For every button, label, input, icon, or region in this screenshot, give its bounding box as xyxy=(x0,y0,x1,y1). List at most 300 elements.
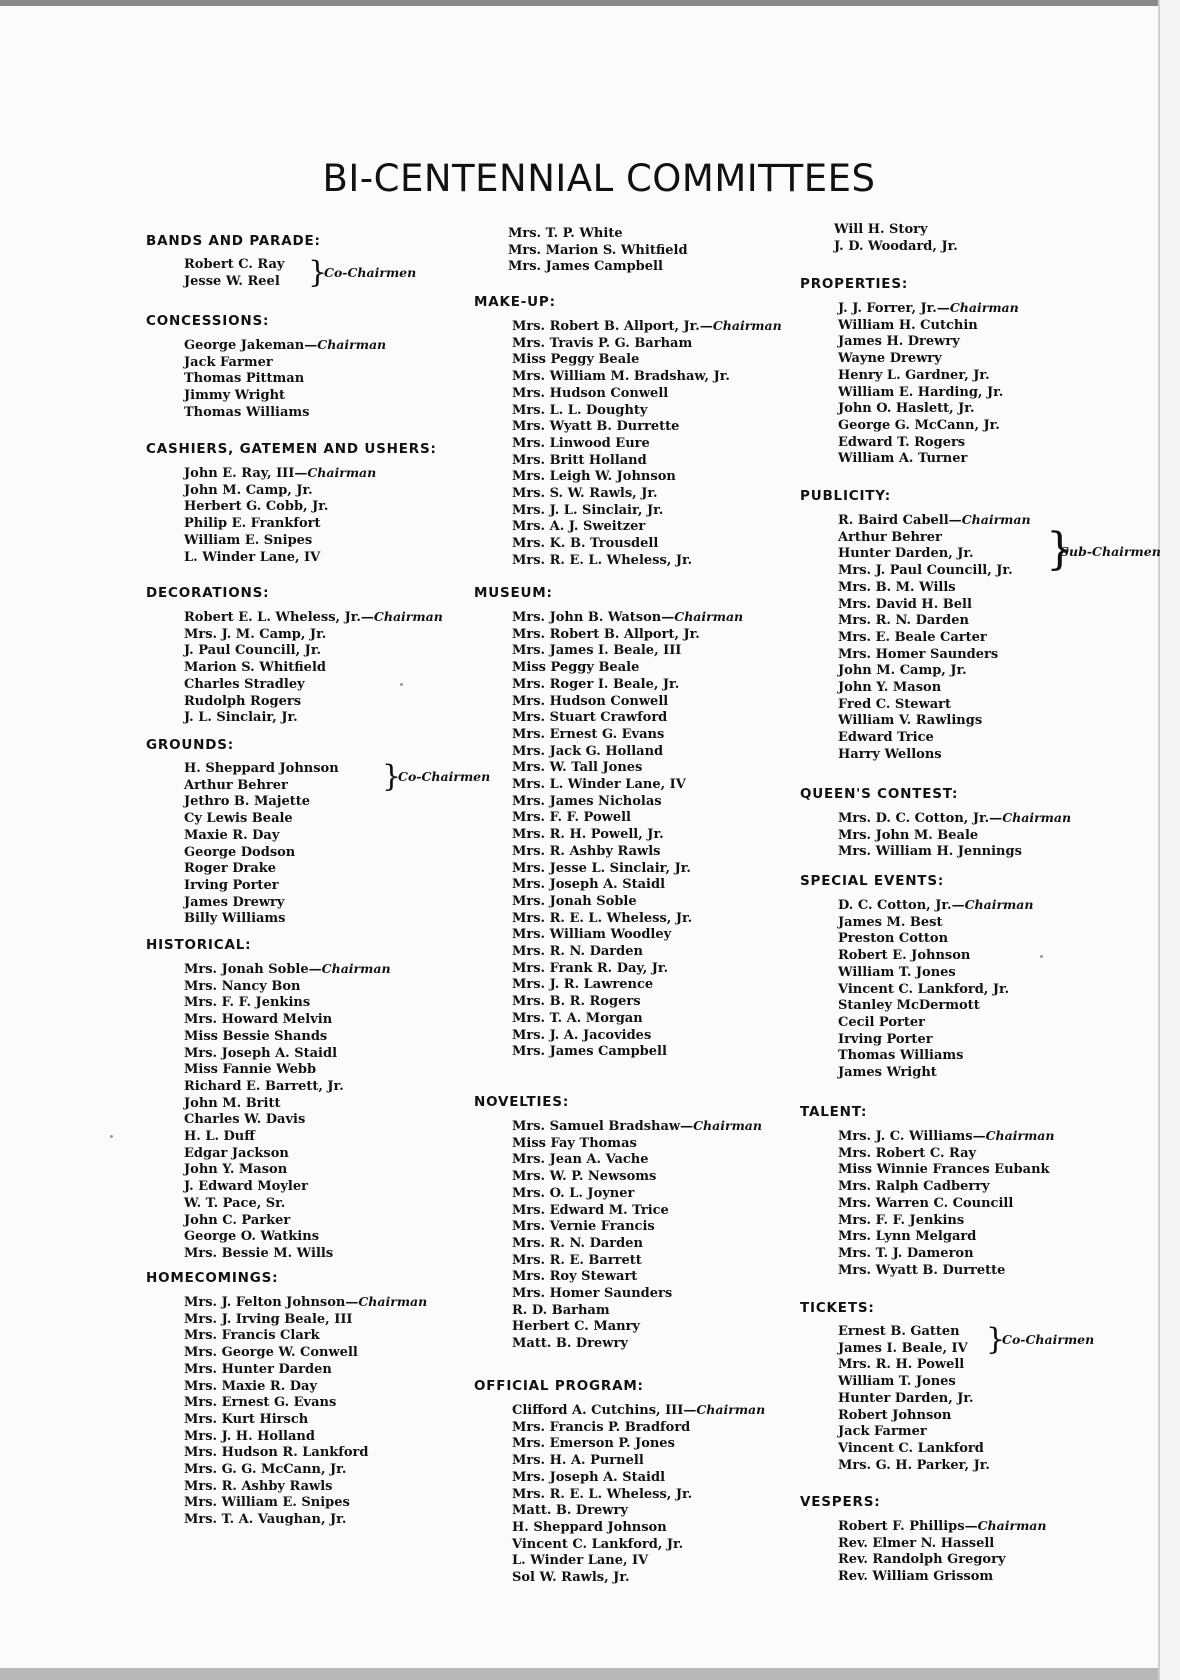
member-name: Miss Peggy Beale xyxy=(512,660,640,676)
member-name: Mrs. John M. Beale xyxy=(838,827,979,843)
member-name: John M. Camp, Jr. xyxy=(838,663,967,679)
chairman-entry xyxy=(512,609,794,627)
member-name: Mrs. William M. Bradshaw, Jr. xyxy=(512,369,730,385)
chairman-entry xyxy=(838,897,1130,915)
chairman-name: R. Baird Cabell— xyxy=(838,513,962,528)
committee-section xyxy=(146,313,446,422)
member-name: H. L. Duff xyxy=(184,1129,255,1145)
member-name: Mrs. Emerson P. Jones xyxy=(512,1436,675,1452)
member-name: Mrs. E. Beale Carter xyxy=(838,629,987,645)
member-name: Mrs. F. F. Jenkins xyxy=(184,995,311,1011)
member-name: William E. Harding, Jr. xyxy=(838,384,1004,400)
member-name: Mrs. R. H. Powell, Jr. xyxy=(512,827,664,843)
member-name: Cy Lewis Beale xyxy=(184,811,293,827)
member-name: Preston Cotton xyxy=(838,931,949,947)
member-list xyxy=(146,257,446,290)
member-name: Mrs. R. E. L. Wheless, Jr. xyxy=(512,552,693,568)
member-name: Mrs. Lynn Melgard xyxy=(838,1229,977,1245)
committee-section xyxy=(474,1378,794,1587)
member-name: Mrs. Homer Saunders xyxy=(512,1286,673,1302)
member-name: Mrs. J. R. Lawrence xyxy=(512,977,654,993)
member-name: William H. Cutchin xyxy=(838,317,978,333)
member-name: J. L. Sinclair, Jr. xyxy=(184,710,298,726)
member-name: Richard E. Barrett, Jr. xyxy=(184,1078,344,1094)
member-name: Mrs. Homer Saunders xyxy=(838,646,999,662)
member-name: Thomas Williams xyxy=(838,1048,964,1064)
committee-section xyxy=(800,222,1130,255)
member-name: Matt. B. Drewry xyxy=(512,1503,628,1519)
member-name: Mrs. Wyatt B. Durrette xyxy=(512,419,680,435)
member-name: William E. Snipes xyxy=(184,532,313,548)
committee-section xyxy=(800,1104,1130,1279)
member-name: Mrs. R. E. L. Wheless, Jr. xyxy=(512,910,693,926)
member-name: Mrs. G. H. Parker, Jr. xyxy=(838,1457,990,1473)
committee-heading: OFFICIAL PROGRAM: xyxy=(474,1378,644,1394)
member-name: Charles Stradley xyxy=(184,676,305,692)
member-name: Mrs. R. H. Powell xyxy=(838,1357,965,1373)
member-name: Mrs. J. H. Holland xyxy=(184,1428,315,1444)
co-chair-label: Co-Chairmen xyxy=(1002,1332,1095,1347)
member-list xyxy=(474,318,794,570)
member-name: Mrs. Jesse L. Sinclair, Jr. xyxy=(512,860,691,876)
committee-section xyxy=(146,233,446,290)
member-name: Mrs. Frank R. Day, Jr. xyxy=(512,960,669,976)
member-name: Jethro B. Majette xyxy=(184,794,311,810)
member-name: H. Sheppard Johnson xyxy=(512,1519,667,1535)
member-name: J. D. Woodard, Jr. xyxy=(834,238,958,254)
brace-symbol: } xyxy=(1046,523,1074,575)
member-list xyxy=(474,1402,794,1587)
member-name: Thomas Pittman xyxy=(184,371,305,387)
chairman-entry xyxy=(184,609,446,627)
member-name: Mrs. Hudson Conwell xyxy=(512,385,669,401)
member-name: Mrs. J. Irving Beale, III xyxy=(184,1311,353,1327)
member-name: L. Winder Lane, IV xyxy=(512,1553,649,1569)
brace-symbol: } xyxy=(308,255,328,290)
co-chair-name: H. Sheppard Johnson xyxy=(184,761,339,776)
member-name: Sol W. Rawls, Jr. xyxy=(512,1570,630,1586)
member-name: Fred C. Stewart xyxy=(838,696,952,712)
member-name: Herbert G. Cobb, Jr. xyxy=(184,499,329,515)
chairman-role: Chairman xyxy=(693,1118,762,1133)
member-name: Miss Peggy Beale xyxy=(512,352,640,368)
member-name: Mrs. Howard Melvin xyxy=(184,1012,333,1028)
member-name: Mrs. Joseph A. Staidl xyxy=(184,1045,338,1061)
committee-section xyxy=(474,226,794,276)
member-name: Mrs. Travis P. G. Barham xyxy=(512,335,693,351)
member-name: George Dodson xyxy=(184,844,296,860)
committee-section xyxy=(146,1270,446,1529)
member-name: Mrs. J. M. Camp, Jr. xyxy=(184,626,327,642)
member-name: Mrs. R. Ashby Rawls xyxy=(184,1478,333,1494)
co-chair-name: Arthur Behrer xyxy=(184,777,288,793)
member-list xyxy=(800,512,1161,764)
member-name: Matt. B. Drewry xyxy=(512,1336,628,1352)
member-list xyxy=(474,226,794,276)
committee-section xyxy=(146,585,446,727)
chairman-entry xyxy=(184,961,446,979)
member-name: William A. Turner xyxy=(838,451,968,467)
member-name: Mrs. S. W. Rawls, Jr. xyxy=(512,486,658,502)
member-name: Hunter Darden, Jr. xyxy=(838,1390,974,1406)
member-name: John M. Britt xyxy=(184,1095,281,1111)
member-name: Mrs. T. J. Dameron xyxy=(838,1245,974,1261)
chairman-role: Chairman xyxy=(358,1294,428,1309)
chairman-role: Chairman xyxy=(985,1128,1055,1143)
chairman-name: Robert E. L. Wheless, Jr.— xyxy=(184,610,374,625)
committee-heading: MUSEUM: xyxy=(474,585,553,601)
member-name: Mrs. F. F. Jenkins xyxy=(838,1212,965,1228)
member-name: Mrs. R. N. Darden xyxy=(512,1235,643,1251)
member-name: George O. Watkins xyxy=(184,1229,320,1245)
member-list xyxy=(146,961,446,1263)
co-chair-name: James I. Beale, IV xyxy=(838,1340,968,1356)
member-name: Mrs. Jack G. Holland xyxy=(512,743,664,759)
member-name: John O. Haslett, Jr. xyxy=(838,401,975,417)
member-name: James M. Best xyxy=(838,914,943,930)
co-chair-group xyxy=(838,523,1161,580)
member-name: Mrs. F. F. Powell xyxy=(512,810,631,826)
chairman-entry xyxy=(184,465,446,483)
member-name: Mrs. Ernest G. Evans xyxy=(184,1395,337,1411)
committee-heading: TALENT: xyxy=(800,1104,868,1120)
committee-heading: CONCESSIONS: xyxy=(146,313,270,329)
member-name: Rev. Randolph Gregory xyxy=(838,1552,1006,1568)
chairman-role: Chairman xyxy=(977,1518,1047,1533)
member-name: Mrs. Joseph A. Staidl xyxy=(512,877,666,893)
member-name: Mrs. James Nicholas xyxy=(512,793,662,809)
committee-section xyxy=(146,441,446,566)
member-name: Will H. Story xyxy=(834,222,928,237)
member-name: Charles W. Davis xyxy=(184,1112,306,1128)
member-list xyxy=(146,465,446,566)
member-name: Rudolph Rogers xyxy=(184,693,302,709)
member-name: Mrs. R. E. L. Wheless, Jr. xyxy=(512,1486,693,1502)
member-name: Mrs. Francis Clark xyxy=(184,1328,320,1344)
member-name: Mrs. Robert C. Ray xyxy=(838,1145,977,1161)
member-name: Mrs. T. P. White xyxy=(508,226,623,241)
scan-speck xyxy=(400,683,403,686)
member-list xyxy=(146,609,446,727)
member-list xyxy=(474,609,794,1061)
committee-section xyxy=(474,294,794,570)
member-name: Jack Farmer xyxy=(184,354,273,370)
member-name: William T. Jones xyxy=(838,964,956,980)
page-title: BI-CENTENNIAL COMMITTEES xyxy=(322,156,876,200)
member-name: Maxie R. Day xyxy=(184,827,280,843)
member-name: James H. Drewry xyxy=(838,334,960,350)
member-name: Vincent C. Lankford, Jr. xyxy=(838,981,1010,997)
member-name: Roger Drake xyxy=(184,861,277,877)
member-name: Mrs. Hudson Conwell xyxy=(512,693,669,709)
member-name: James Drewry xyxy=(184,894,285,910)
committee-heading: NOVELTIES: xyxy=(474,1094,570,1110)
member-name: Mrs. T. A. Vaughan, Jr. xyxy=(184,1512,347,1528)
chairman-role: Chairman xyxy=(964,897,1034,912)
chairman-entry xyxy=(838,512,1130,530)
chairman-name: George Jakeman— xyxy=(184,338,318,353)
co-chair-name: Robert C. Ray xyxy=(184,257,285,272)
member-name: Mrs. James Campbell xyxy=(512,1044,667,1060)
member-name: Robert Johnson xyxy=(838,1407,952,1423)
chairman-entry xyxy=(838,1128,1130,1146)
chairman-name: Mrs. Robert B. Allport, Jr.— xyxy=(512,319,713,334)
member-name: Mrs. H. A. Purnell xyxy=(512,1453,644,1469)
member-name: Mrs. Hudson R. Lankford xyxy=(184,1445,369,1461)
member-name: Jack Farmer xyxy=(838,1424,927,1440)
member-name: Mrs. G. G. McCann, Jr. xyxy=(184,1462,347,1478)
member-name: Henry L. Gardner, Jr. xyxy=(838,367,990,383)
committee-section xyxy=(146,937,446,1263)
chairman-entry xyxy=(838,810,1130,828)
chairman-role: Chairman xyxy=(307,465,377,480)
member-name: Mrs. Wyatt B. Durrette xyxy=(838,1262,1006,1278)
member-name: William T. Jones xyxy=(838,1374,956,1390)
member-list xyxy=(800,300,1130,468)
member-name: Mrs. R. N. Darden xyxy=(838,613,969,629)
committee-section xyxy=(474,585,794,1061)
chairman-name: Mrs. Jonah Soble— xyxy=(184,962,322,977)
chairman-name: Mrs. John B. Watson— xyxy=(512,610,675,625)
member-list xyxy=(800,222,1130,255)
committee-section xyxy=(146,737,491,928)
member-name: Edward Trice xyxy=(838,730,934,746)
member-name: Mrs. T. A. Morgan xyxy=(512,1010,643,1026)
member-name: Mrs. James I. Beale, III xyxy=(512,643,682,659)
chairman-role: Chairman xyxy=(321,961,391,976)
chairman-entry xyxy=(838,1518,1130,1536)
member-name: Edward T. Rogers xyxy=(838,434,966,450)
committee-heading: HOMECOMINGS: xyxy=(146,1270,279,1286)
member-name: J. Edward Moyler xyxy=(184,1179,308,1195)
chairman-entry xyxy=(512,1402,794,1420)
member-name: John C. Parker xyxy=(184,1212,291,1228)
member-name: Mrs. L. Winder Lane, IV xyxy=(512,777,686,793)
member-name: Miss Fannie Webb xyxy=(184,1062,317,1078)
chairman-name: Mrs. D. C. Cotton, Jr.— xyxy=(838,811,1003,826)
member-name: Irving Porter xyxy=(184,877,279,893)
co-chair-name: Ernest B. Gatten xyxy=(838,1324,960,1339)
member-name: Mrs. Francis P. Bradford xyxy=(512,1419,691,1435)
member-name: Mrs. O. L. Joyner xyxy=(512,1185,635,1201)
chairman-entry xyxy=(512,318,794,336)
committee-section xyxy=(800,488,1161,764)
committee-heading: SPECIAL EVENTS: xyxy=(800,873,945,889)
chairman-name: Mrs. Samuel Bradshaw— xyxy=(512,1119,694,1134)
committee-heading: CASHIERS, GATEMEN AND USHERS: xyxy=(146,441,437,457)
member-name: Mrs. Joseph A. Staidl xyxy=(512,1469,666,1485)
member-name: Rev. Elmer N. Hassell xyxy=(838,1535,995,1551)
member-name: Mrs. James Campbell xyxy=(508,259,663,275)
member-name: Mrs. Jonah Soble xyxy=(512,893,637,909)
member-name: Edgar Jackson xyxy=(184,1145,289,1161)
member-list xyxy=(800,810,1130,861)
member-name: Philip E. Frankfort xyxy=(184,516,321,532)
chairman-role: Chairman xyxy=(317,337,387,352)
member-name: Mrs. George W. Conwell xyxy=(184,1345,358,1361)
committee-section xyxy=(800,1494,1130,1586)
co-chair-group xyxy=(838,1324,1130,1357)
member-name: Mrs. William Woodley xyxy=(512,927,672,943)
member-name: Mrs. Ralph Cadberry xyxy=(838,1179,990,1195)
member-name: Mrs. Kurt Hirsch xyxy=(184,1411,309,1427)
committee-heading: QUEEN'S CONTEST: xyxy=(800,786,959,802)
member-name: Mrs. Linwood Eure xyxy=(512,435,650,451)
chairman-entry xyxy=(184,337,446,355)
member-name: Mrs. Hunter Darden xyxy=(184,1361,332,1377)
member-name: Mrs. A. J. Sweitzer xyxy=(512,519,646,535)
committee-section xyxy=(474,1094,794,1353)
co-chair-name: Mrs. J. Paul Councill, Jr. xyxy=(838,563,1013,579)
member-name: Mrs. Edward M. Trice xyxy=(512,1202,669,1218)
committee-section xyxy=(800,1300,1130,1474)
member-name: James Wright xyxy=(838,1065,937,1081)
member-name: Mrs. B. M. Wills xyxy=(838,579,956,595)
member-name: Mrs. J. L. Sinclair, Jr. xyxy=(512,502,664,518)
chairman-role: Chairman xyxy=(373,609,443,624)
member-name: Marion S. Whitfield xyxy=(184,660,326,676)
member-name: Robert E. Johnson xyxy=(838,948,971,964)
committee-heading: BANDS AND PARADE: xyxy=(146,233,321,249)
member-name: Mrs. Maxie R. Day xyxy=(184,1378,318,1394)
member-name: Herbert C. Manry xyxy=(512,1319,640,1335)
member-name: Mrs. Vernie Francis xyxy=(512,1219,655,1235)
member-name: Mrs. K. B. Trousdell xyxy=(512,536,659,552)
member-list xyxy=(800,1128,1130,1279)
member-name: Mrs. Ernest G. Evans xyxy=(512,726,665,742)
member-name: Mrs. Marion S. Whitfield xyxy=(508,242,688,258)
member-name: Mrs. Roy Stewart xyxy=(512,1269,638,1285)
member-name: Mrs. B. R. Rogers xyxy=(512,994,641,1010)
member-list xyxy=(146,337,446,422)
member-list xyxy=(800,1324,1130,1474)
committee-heading: HISTORICAL: xyxy=(146,937,252,953)
chairman-name: D. C. Cotton, Jr.— xyxy=(838,898,965,913)
member-name: Mrs. Nancy Bon xyxy=(184,978,301,994)
member-name: Miss Winnie Frances Eubank xyxy=(838,1162,1050,1178)
member-name: Jimmy Wright xyxy=(184,388,286,404)
chairman-role: Chairman xyxy=(696,1402,766,1417)
chairman-name: Clifford A. Cutchins, III— xyxy=(512,1403,697,1418)
member-name: Stanley McDermott xyxy=(838,998,980,1014)
committee-heading: PROPERTIES: xyxy=(800,276,909,292)
committee-heading: MAKE-UP: xyxy=(474,294,556,310)
committee-section xyxy=(800,873,1130,1082)
member-name: Mrs. Roger I. Beale, Jr. xyxy=(512,676,680,692)
member-name: R. D. Barham xyxy=(512,1302,610,1318)
member-name: J. Paul Councill, Jr. xyxy=(184,643,321,659)
committee-heading: VESPERS: xyxy=(800,1494,881,1510)
member-name: John M. Camp, Jr. xyxy=(184,482,313,498)
member-name: Mrs. Leigh W. Johnson xyxy=(512,469,676,485)
chairman-role: Chairman xyxy=(1002,810,1072,825)
member-name: Mrs. Britt Holland xyxy=(512,452,647,468)
member-name: W. T. Pace, Sr. xyxy=(184,1195,286,1211)
scan-edge-top xyxy=(0,0,1158,6)
chairman-name: John E. Ray, III— xyxy=(184,466,308,481)
member-name: Mrs. William E. Snipes xyxy=(184,1495,350,1511)
member-name: Mrs. W. Tall Jones xyxy=(512,760,643,776)
member-name: John Y. Mason xyxy=(838,680,942,696)
co-chair-label: Sub-Chairmen xyxy=(1060,543,1161,559)
co-chair-name: Hunter Darden, Jr. xyxy=(838,546,974,562)
member-list xyxy=(800,897,1130,1082)
member-name: Mrs. J. A. Jacovides xyxy=(512,1027,652,1043)
co-chair-group xyxy=(184,257,446,290)
brace-symbol: } xyxy=(986,1322,1006,1357)
member-name: Rev. William Grissom xyxy=(838,1569,994,1585)
member-name: Miss Fay Thomas xyxy=(512,1135,637,1151)
member-name: Mrs. Robert B. Allport, Jr. xyxy=(512,626,700,642)
member-list xyxy=(474,1118,794,1353)
member-name: William V. Rawlings xyxy=(838,713,983,729)
chairman-entry xyxy=(838,300,1130,318)
member-name: L. Winder Lane, IV xyxy=(184,549,321,565)
co-chair-label: Co-Chairmen xyxy=(398,769,491,784)
chairman-entry xyxy=(184,1294,446,1312)
chairman-role: Chairman xyxy=(961,512,1031,527)
member-name: Mrs. Bessie M. Wills xyxy=(184,1245,334,1261)
scan-speck xyxy=(1040,955,1043,958)
member-name: Mrs. R. Ashby Rawls xyxy=(512,843,661,859)
chairman-name: Mrs. J. C. Williams— xyxy=(838,1129,986,1144)
co-chair-label: Co-Chairmen xyxy=(324,265,417,280)
member-name: John Y. Mason xyxy=(184,1162,288,1178)
member-name: Mrs. Jean A. Vache xyxy=(512,1152,649,1168)
member-name: Vincent C. Lankford, Jr. xyxy=(512,1536,684,1552)
member-list xyxy=(800,1518,1130,1586)
chairman-name: J. J. Forrer, Jr.— xyxy=(838,301,950,316)
member-name: Mrs. William H. Jennings xyxy=(838,844,1022,860)
brace-symbol: } xyxy=(382,759,402,794)
chairman-role: Chairman xyxy=(712,318,782,333)
committee-section xyxy=(800,276,1130,468)
member-name: Billy Williams xyxy=(184,911,286,927)
chairman-entry xyxy=(512,1118,794,1136)
member-name: Wayne Drewry xyxy=(838,351,942,367)
co-chair-group xyxy=(184,759,491,794)
chairman-name: Mrs. J. Felton Johnson— xyxy=(184,1295,359,1310)
member-name: Vincent C. Lankford xyxy=(838,1440,984,1456)
member-name: Miss Bessie Shands xyxy=(184,1028,328,1044)
scan-speck xyxy=(110,1135,113,1138)
committee-section xyxy=(800,786,1130,861)
member-name: Harry Wellons xyxy=(838,746,942,762)
committee-heading: TICKETS: xyxy=(800,1300,875,1316)
chairman-role: Chairman xyxy=(674,609,744,624)
member-name: Mrs. Stuart Crawford xyxy=(512,710,668,726)
member-name: George G. McCann, Jr. xyxy=(838,417,1000,433)
member-name: Mrs. David H. Bell xyxy=(838,596,972,612)
co-chair-name: Jesse W. Reel xyxy=(184,273,280,289)
committee-heading: GROUNDS: xyxy=(146,737,234,753)
member-name: Cecil Porter xyxy=(838,1014,926,1030)
member-name: Thomas Williams xyxy=(184,404,310,420)
member-list xyxy=(146,1294,446,1529)
member-list xyxy=(146,759,491,928)
member-name: Mrs. R. N. Darden xyxy=(512,944,643,960)
co-chair-name: Arthur Behrer xyxy=(838,529,942,545)
member-name: Mrs. L. L. Doughty xyxy=(512,402,648,418)
committee-heading: DECORATIONS: xyxy=(146,585,270,601)
chairman-name: Robert F. Phillips— xyxy=(838,1519,978,1534)
member-name: Mrs. Warren C. Councill xyxy=(838,1195,1014,1211)
scan-edge-bottom xyxy=(0,1668,1158,1680)
member-name: Irving Porter xyxy=(838,1031,933,1047)
member-name: Mrs. W. P. Newsoms xyxy=(512,1169,657,1185)
chairman-role: Chairman xyxy=(949,300,1019,315)
member-name: Mrs. R. E. Barrett xyxy=(512,1252,642,1268)
